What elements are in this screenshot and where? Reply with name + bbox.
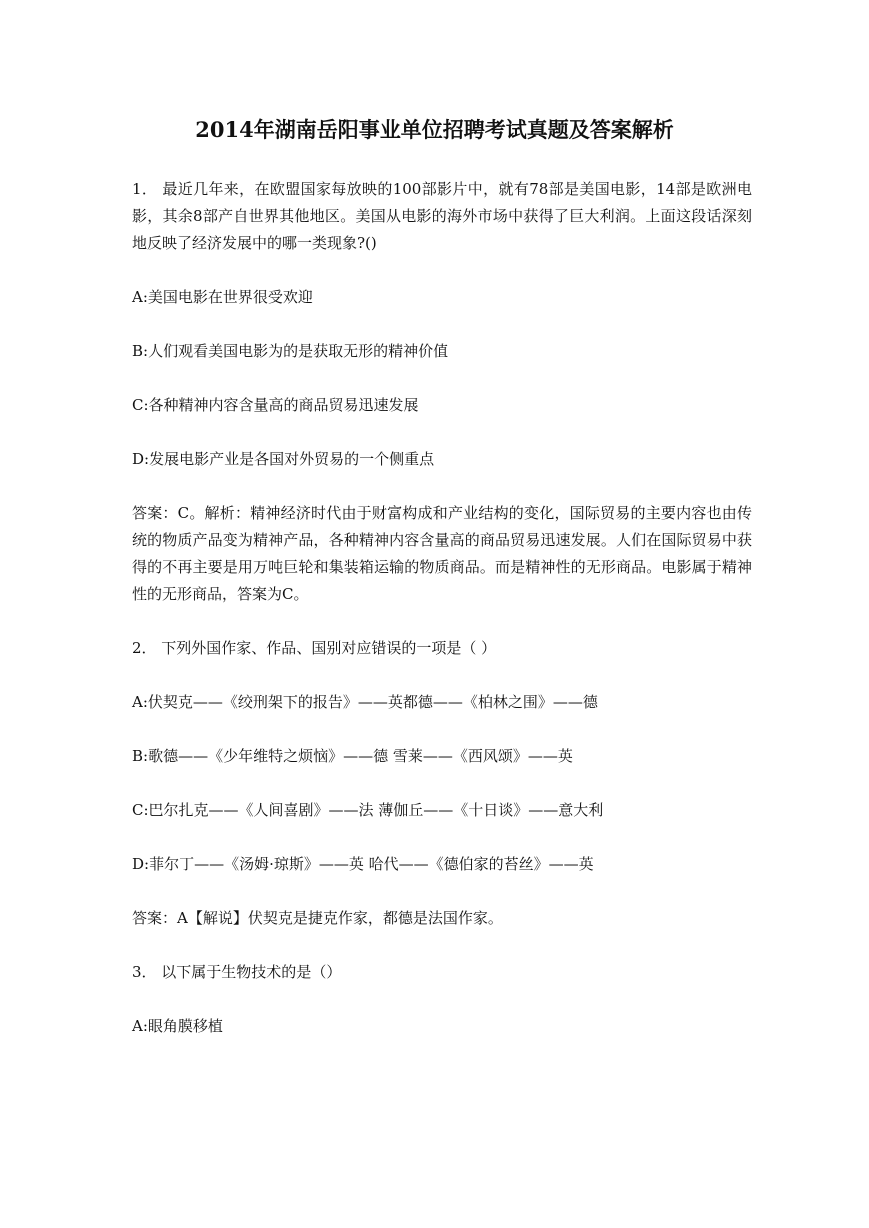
- question-2-answer: 答案：A【解说】伏契克是捷克作家，都德是法国作家。: [132, 909, 503, 927]
- question-1-option-d: D:发展电影产业是各国对外贸易的一个侧重点: [132, 450, 435, 468]
- question-1-option-a: A:美国电影在世界很受欢迎: [132, 288, 313, 306]
- question-1-answer: 答案：C。解析：精神经济时代由于财富构成和产业结构的变化，国际贸易的主要内容也由传统的物质产品变为精神产品，各种精神内容含量高的商品贸易迅速发展。人们在国际贸易中获得的不再主要是用万吨巨轮和集装箱运输的物质商品。而是精神性的无形商品。电影属于精神性的无形商品，答案为C。: [132, 504, 752, 603]
- question-1-option-b: B:人们观看美国电影为的是获取无形的精神价值: [132, 342, 449, 360]
- question-2-stem: 2． 下列外国作家、作品、国别对应错误的一项是（ ）: [132, 639, 497, 657]
- question-2-option-b: B:歌德——《少年维特之烦恼》——德 雪莱——《西风颂》——英: [132, 747, 573, 765]
- question-1-stem: 1． 最近几年来，在欧盟国家每放映的100部影片中，就有78部是美国电影，14部是欧洲电影，其余8部产自世界其他地区。美国从电影的海外市场中获得了巨大利润。上面这段话深刻地反映了经济发展中的哪一类现象?(): [132, 180, 752, 252]
- question-2-option-a: A:伏契克——《绞刑架下的报告》——英都德——《柏林之围》——德: [132, 693, 598, 711]
- question-1-option-c: C:各种精神内容含量高的商品贸易迅速发展: [132, 396, 419, 414]
- question-2-option-d: D:菲尔丁——《汤姆·琼斯》——英 哈代——《德伯家的苔丝》——英: [132, 855, 594, 873]
- document-title: 2014年湖南岳阳事业单位招聘考试真题及答案解析: [195, 117, 674, 142]
- question-3-stem: 3． 以下属于生物技术的是（）: [132, 963, 342, 981]
- document-body: [132, 176, 752, 1067]
- question-3-option-a: A:眼角膜移植: [132, 1017, 223, 1035]
- question-2-option-c: C:巴尔扎克——《人间喜剧》——法 薄伽丘——《十日谈》——意大利: [132, 801, 604, 819]
